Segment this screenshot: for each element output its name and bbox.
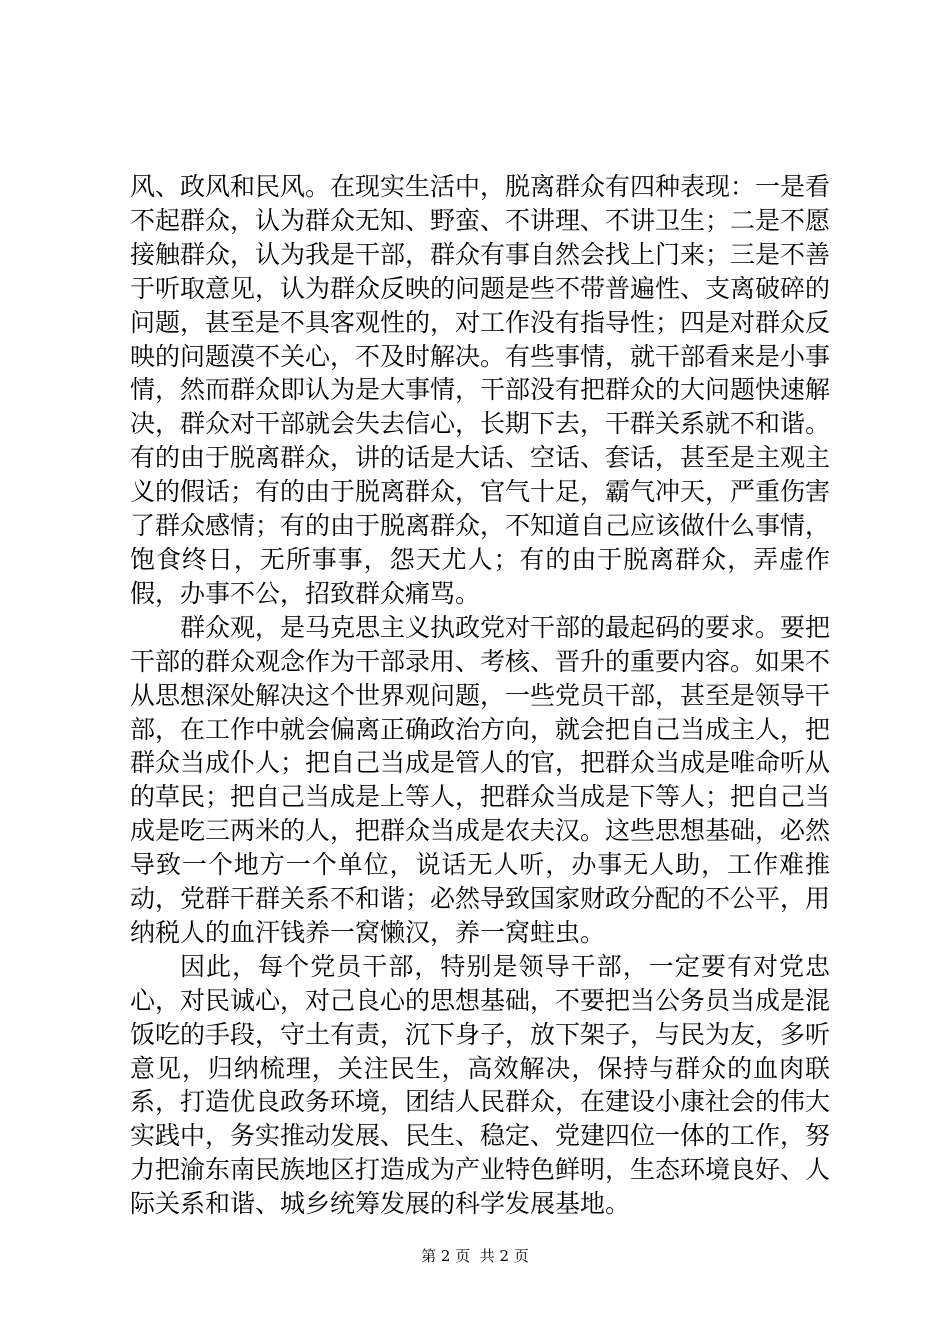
document-body [130,170,830,1221]
paragraph-continued: 风、政风和民风。在现实生活中，脱离群众有四种表现：一是看不起群众，认为群众无知、野蛮、不讲理、不讲卫生；二是不愿接触群众，认为我是干部，群众有事自然会找上门来；三是不善于听取意见，认为群众反映的问题是些不带普遍性、支离破碎的问题，甚至是不具客观性的，对工作没有指导性；四是对群众反映的问题漠不关心，不及时解决。有些事情，就干部看来是小事情，然而群众即认为是大事情，干部没有把群众的大问题快速解决，群众对干部就会失去信心，长期下去，干群关系就不和谐。有的由于脱离群众，讲的话是大话、空话、套话，甚至是主观主义的假话；有的由于脱离群众，官气十足，霸气冲天，严重伤害了群众感情；有的由于脱离群众，不知道自己应该做什么事情，饱食终日，无所事事，怨天尤人；有的由于脱离群众，弄虚作假，办事不公，招致群众痛骂。 [130,172,831,608]
paragraph-conclusion: 因此，每个党员干部，特别是领导干部，一定要有对党忠心，对民诚心，对己良心的思想基础，不要把当公务员当成是混饭吃的手段，守土有责，沉下身子，放下架子，与民为友，多听意见，归纳梳理，关注民生，高效解决，保持与群众的血肉联系，打造优良政务环境，团结人民群众，在建设小康社会的伟大实践中，务实推动发展、民生、稳定、党建四位一体的工作，努力把渝东南民族地区打造成为产业特色鲜明，生态环境良好、人际关系和谐、城乡统筹发展的科学发展基地。 [130,951,831,1219]
page-footer: 第 2 页 共 2 页 [421,1247,529,1265]
paragraph-mass-view: 群众观，是马克思主义执政党对干部的最起码的要求。要把干部的群众观念作为干部录用、考核、晋升的重要内容。如果不从思想深处解决这个世界观问题，一些党员干部，甚至是领导干部，在工作中就会偏离正确政治方向，就会把自己当成主人，把群众当成仆人；把自己当成是管人的官，把群众当成是唯命听从的草民；把自己当成是上等人，把群众当成是下等人；把自己当成是吃三两米的人，把群众当成是农夫汉。这些思想基础，必然导致一个地方一个单位，说话无人听，办事无人助，工作难推动，党群干群关系不和谐；必然导致国家财政分配的不公平，用纳税人的血汗钱养一窝懒汉，养一窝蛀虫。 [130,612,831,947]
